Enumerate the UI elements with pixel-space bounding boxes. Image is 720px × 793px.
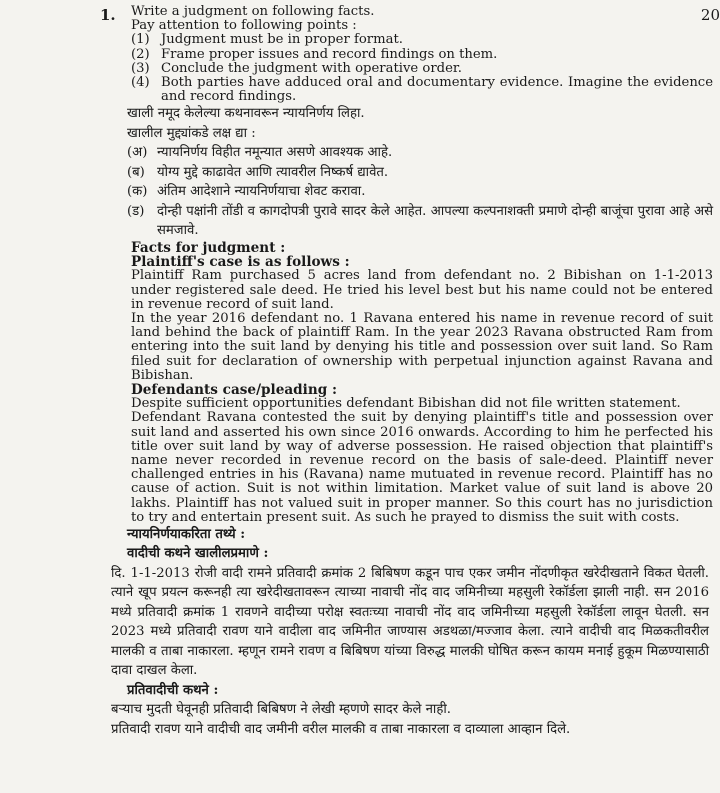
list-item: (क) अंतिम आदेशाने न्यायनिर्णयाचा शेवट करावा. <box>127 184 366 200</box>
marathi-intro: खालील मुद्द्यांकडे लक्ष द्या : <box>127 125 256 141</box>
facts-heading: Facts for judgment : <box>131 239 286 256</box>
list-item: (ब) योग्य मुद्दे काढावेत आणि त्यावरील निष्कर्ष द्यावेत. <box>127 164 389 180</box>
marathi-defendants-paragraph: प्रतिवादी रावण याने वादीची वाद जमीनी वरील मालकी व ताबा नाकारला व दाव्याला आव्हान दिले. <box>111 721 571 737</box>
instructions-intro: Pay attention to following points : <box>131 18 357 34</box>
marathi-title: खाली नमूद केलेल्या कथनावरून न्यायनिर्णय लिहा. <box>127 106 365 122</box>
marathi-defendants-heading: प्रतिवादीची कथने : <box>127 682 219 698</box>
page-number: 20 <box>700 6 720 24</box>
defendants-heading: Defendants case/pleading : <box>131 381 337 398</box>
list-item: (अ) न्यायनिर्णय विहीत नमून्यात असणे आवश्यक आहे. <box>127 145 393 161</box>
question-title: Write a judgment on following facts. <box>131 4 375 19</box>
plaintiff-heading: Plaintiff's case is as follows : <box>131 254 350 271</box>
marathi-plaintiff-heading: वादीची कथने खालीलप्रमाणे : <box>127 546 269 562</box>
question-number: 1. <box>100 6 116 24</box>
list-item: (2) Frame proper issues and record findings on them. <box>131 46 498 62</box>
marathi-instructions <box>127 104 713 241</box>
defendants-paragraph: Despite sufficient opportunities defendant Bibishan did not file written statement. <box>131 396 681 412</box>
list-item: (4) Both parties have adduced oral and documentary evidence. Imagine the evidence and record findings. <box>131 75 713 105</box>
list-item: (1) Judgment must be in proper format. <box>131 32 403 48</box>
marathi-defendants-paragraph: बऱ्याच मुदती घेवूनही प्रतिवादी बिबिषण ने लेखी म्हणणे सादर केले नाही. <box>111 702 451 718</box>
list-item: (3) Conclude the judgment with operative order. <box>131 60 462 76</box>
plaintiff-paragraph: In the year 2016 defendant no. 1 Ravana entered his name in revenue record of suit land behind the back of plaintiff Ram. In the year 2023 Ravana obstructed Ram from entering into the suit land by denying his title and possession over suit land. So Ram filed suit for declaration of ownership with perpetual injunction against Ravana and Bibishan. <box>131 310 713 383</box>
defendants-paragraph: Defendant Ravana contested the suit by denying plaintiff's title and possession over suit land and asserted his own since 2016 onwards. According to him he perfected his title over suit land by way of adverse possession. He raised objection that plaintiff's name never recorded in revenue record on the basis of sale-deed. Plaintiff never challenged entries in his (Ravana) name mutuated in revenue record. Plaintiff has no cause of action. Suit is not within limitation. Market value of suit land is above 20 lakhs. Plaintiff has not valued suit in proper manner. So this court has no jurisdiction to try and entertain present suit. As such he prayed to dismiss the suit with costs. <box>131 410 713 525</box>
plaintiff-paragraph: Plaintiff Ram purchased 5 acres land from defendant no. 2 Bibishan on 1-1-2013 under registered sale deed. He tried his level best but his name could not be entered in revenue record of suit land. <box>131 268 713 312</box>
marathi-facts-heading: न्यायनिर्णयाकरिता तथ्ये : <box>127 526 246 542</box>
question-content <box>111 4 713 739</box>
english-points-list <box>131 33 713 104</box>
marathi-points-list <box>127 143 713 241</box>
marathi-facts <box>111 525 713 740</box>
marathi-plaintiff-paragraph: दि. 1-1-2013 रोजी वादी रामने प्रतिवादी क्रमांक 2 बिबिषण कडून पाच एकर जमीन नोंदणीकृत खरेदीखताने विकत घेतली. त्याने खूप प्रयत्न करूनही त्या खरेदीखतावरून त्याच्या नावाची नोंद वाद जमिनीच्या महसुली रेकॉर्डला झाली नाही. सन 2016 मध्ये प्रतिवादी क्रमांक 1 रावणने वादीच्या परोक्ष स्वतःच्या नावाची नोंद वाद जमिनीच्या महसुली रेकॉर्डला लावून घेतली. सन 2023 मध्ये प्रतिवादी रावण याने वादीला वाद जमिनीत जाण्यास अडथळा/मज्जाव केला. त्याने वादीची वाद मिळकतीवरील मालकी व ताबा नाकारला. म्हणून रामने रावण व बिबिषण यांच्या विरुद्ध मालकी घोषित करून कायम मनाई हुकूम मिळण्यासाठी दावा दाखल केला. <box>111 565 709 679</box>
list-item: (ड) दोन्ही पक्षांनी तोंडी व कागदोपत्री पुरावे सादर केले आहेत. आपल्या कल्पनाशक्ती प्रमाणे दोन्ही बाजूंचा पुरावा आहे असे समजावे. <box>127 203 713 239</box>
